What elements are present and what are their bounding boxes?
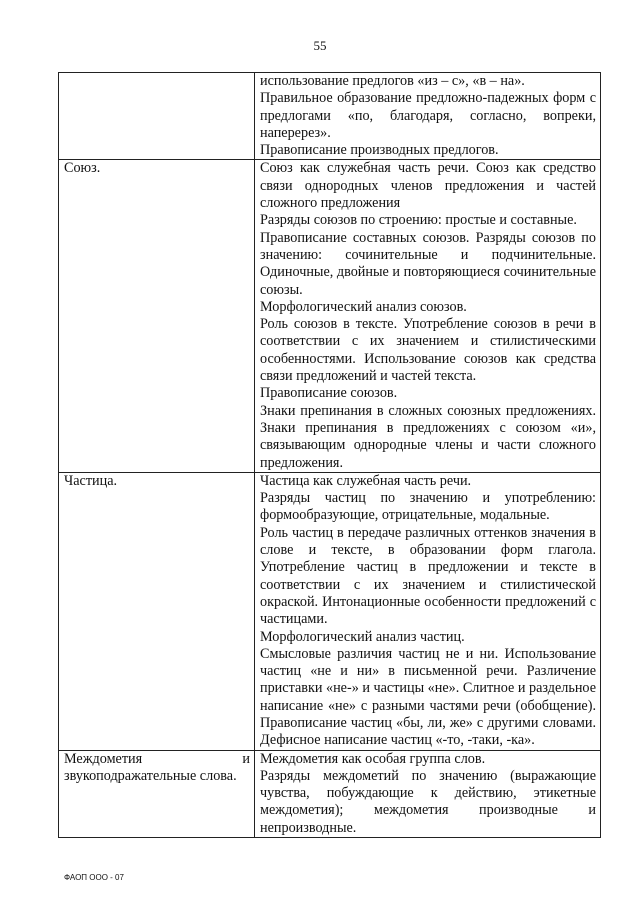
table-row	[59, 73, 601, 160]
content-cell	[255, 160, 601, 472]
content-paragraph: Союз как служебная часть речи. Союз как средство связи однородных членов предложения и частей сложного предложения	[260, 160, 596, 212]
topic-cell: Частица.	[59, 472, 255, 750]
table-row	[59, 750, 601, 837]
content-cell	[255, 750, 601, 837]
content-paragraph: Смысловые различия частиц не и ни. Использование частиц «не и ни» в письменной речи. Различение приставки «не-» и частицы «не». Слитное и раздельное написание «не» с разными частями речи (обобщение). Правописание частиц «бы, ли, же» с другими словами. Дефисное написание частиц «-то, -таки, -ка».	[260, 645, 596, 749]
content-paragraph: Морфологический анализ частиц.	[260, 628, 465, 645]
topic-cell: Междометия и звукоподражательные слова.	[59, 750, 255, 837]
table-row	[59, 472, 601, 750]
content-paragraph: Знаки препинания в сложных союзных предложениях. Знаки препинания в предложениях с союзом «и», связывающим однородные члены и части сложного предложения.	[260, 402, 596, 471]
content-paragraph: Междометия как особая группа слов.	[260, 750, 486, 767]
content-paragraph: Роль частиц в передаче различных оттенков значения в слове и тексте, в образовании форм глагола. Употребление частиц в предложении и тексте в соответствии с их значением и стилистической окраской. Интонационные особенности предложений с частицами.	[260, 524, 596, 628]
footer-code: ФАОП ООО - 07	[64, 873, 124, 882]
content-paragraph: Частица как служебная часть речи.	[260, 472, 472, 489]
curriculum-table	[58, 72, 601, 838]
content-cell	[255, 472, 601, 750]
content-paragraph: Правописание составных союзов. Разряды союзов по значению: сочинительные и подчинительные. Одиночные, двойные и повторяющиеся сочинительные союзы.	[260, 229, 596, 298]
content-paragraph: Разряды частиц по значению и употреблению: формообразующие, отрицательные, модальные.	[260, 490, 596, 524]
content-paragraph: Разряды междометий по значению (выражающие чувства, побуждающие к действию, этикетные междометия); междометия производные и непроизводные.	[260, 767, 596, 836]
content-paragraph: Разряды союзов по строению: простые и составные.	[260, 212, 577, 229]
page-number: 55	[313, 38, 327, 53]
content-paragraph: Роль союзов в тексте. Употребление союзов в речи в соответствии с их значением и стилистическими особенностями. Использование союзов как средства связи предложений и частей текста.	[260, 316, 596, 385]
topic-cell	[59, 73, 255, 160]
content-paragraph: использование предлогов «из – с», «в – на».	[260, 73, 525, 89]
topic-cell: Союз.	[59, 160, 255, 472]
table-row	[59, 160, 601, 472]
content-paragraph: Правильное образование предложно-падежных форм с предлогами «по, благодаря, согласно, вопреки, наперерез».	[260, 90, 596, 141]
content-paragraph: Правописание производных предлогов.	[260, 142, 499, 159]
content-paragraph: Правописание союзов.	[260, 385, 398, 402]
content-cell	[255, 73, 601, 160]
content-paragraph: Морфологический анализ союзов.	[260, 298, 467, 315]
